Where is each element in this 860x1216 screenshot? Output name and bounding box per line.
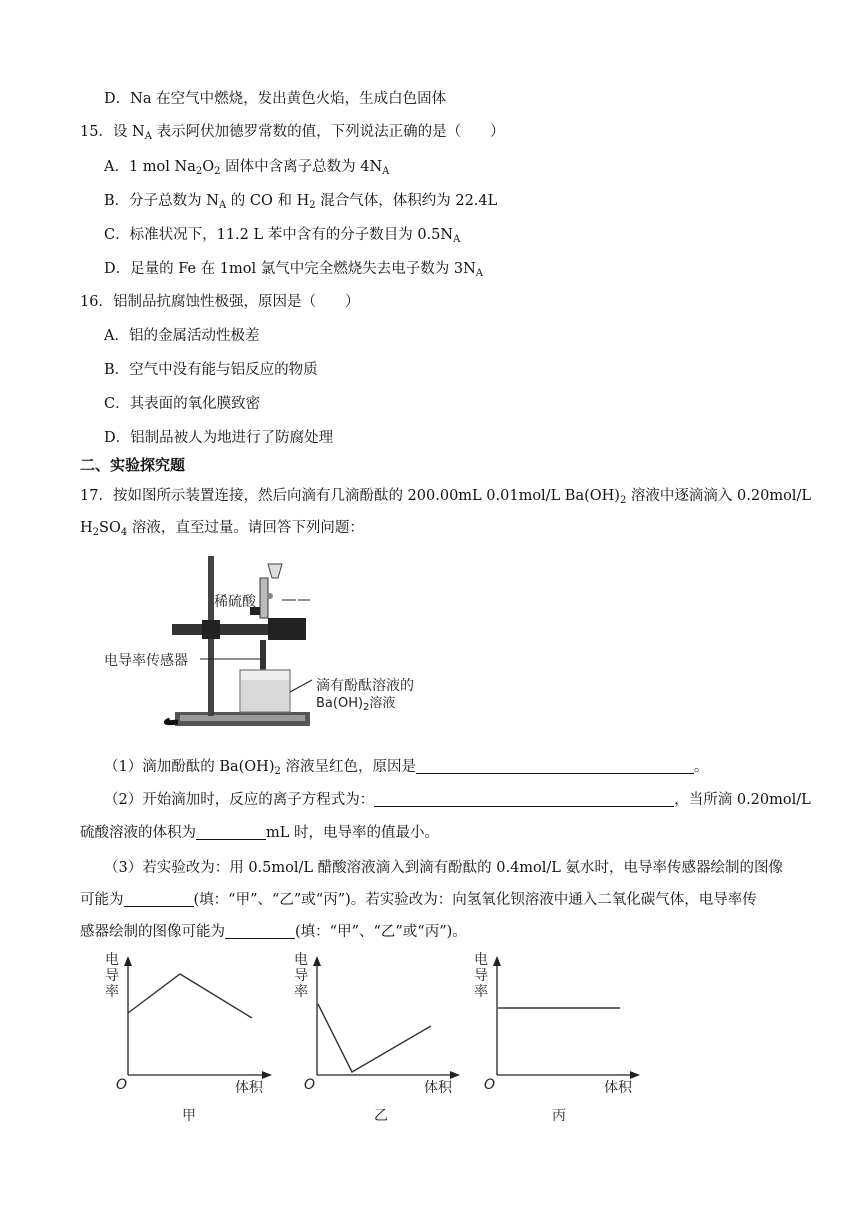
- graph-bing-origin: O: [484, 1077, 496, 1093]
- q15-option-d: D．足量的 Fe 在 1mol 氯气中完全燃烧失去电子数为 $3N_A$: [104, 261, 484, 279]
- answer-blank-2[interactable]: [374, 790, 674, 807]
- section-heading: 二、实验探究题: [80, 456, 186, 474]
- graph-jia-title: 甲: [182, 1108, 196, 1124]
- graph-jia-xlabel: 体积: [235, 1080, 263, 1096]
- graph-bing-plot: [470, 950, 650, 1090]
- q14-option-d: D．Na 在空气中燃烧，发出黄色火焰，生成白色固体: [104, 91, 447, 107]
- q17-part2-cont: 硫酸溶液的体积为 mL 时，电导率的值最小。: [80, 825, 439, 841]
- apparatus-figure: [100, 552, 440, 737]
- graph-jia-origin: O: [116, 1077, 128, 1093]
- q15-option-a: A．1 mol $Na_2O_2$ 固体中含离子总数为 $4N_A$: [104, 159, 390, 177]
- label-solution-line1: 滴有酚酞溶液的: [316, 678, 414, 694]
- q16-option-c: C．其表面的氧化膜致密: [104, 396, 261, 412]
- graph-yi-title: 乙: [374, 1108, 388, 1124]
- graph-jia-ylabel: 电导率: [105, 952, 119, 1000]
- graph-bing-xlabel: 体积: [604, 1080, 632, 1096]
- label-solution-line2: $Ba(OH)_2$溶液: [316, 696, 396, 713]
- graph-yi: [290, 950, 470, 1130]
- graph-jia: [100, 950, 280, 1130]
- answer-blank-1[interactable]: [416, 757, 694, 774]
- graph-yi-curve: [318, 1004, 431, 1072]
- graph-bing: [470, 950, 650, 1130]
- q15-stem: 15．设 $N_A$ 表示阿伏加德罗常数的值，下列说法正确的是（ ）: [80, 124, 505, 142]
- q17-part2: （2）开始滴加时，反应的离子方程式为： ，当所滴 0.20mol/L: [104, 792, 811, 808]
- q15-option-c: C．标准状况下，11.2 L 苯中含有的分子数目为 $0.5N_A$: [104, 227, 461, 245]
- q17-part3-line1: （3）若实验改为：用 0.5mol/L 醋酸溶液滴入到滴有酚酞的 0.4mol/L 氨水时，电导率传感器绘制的图像: [104, 860, 784, 876]
- q17-stem-line2: $H_2SO_4$ 溶液，直至过量。请回答下列问题：: [80, 520, 364, 538]
- label-dilute-sulfuric-acid: 稀硫酸: [214, 594, 256, 610]
- q16-option-d: D．铝制品被人为地进行了防腐处理: [104, 430, 334, 446]
- graph-bing-title: 丙: [552, 1108, 566, 1124]
- answer-blank-3[interactable]: [196, 823, 266, 840]
- q17-part1: （1）滴加酚酞的 $Ba(OH)_2$ 溶液呈红色，原因是 。: [104, 759, 709, 777]
- label-conductivity-sensor: 电导率传感器: [104, 653, 188, 669]
- graph-yi-origin: O: [304, 1077, 316, 1093]
- graph-yi-ylabel: 电导率: [294, 952, 308, 1000]
- burette: [260, 578, 268, 618]
- q17-stem-line1: 17．按如图所示装置连接，然后向滴有几滴酚酞的 200.00mL 0.01mol/L $Ba(OH)_2$ 溶液中逐滴滴入 0.20mol/L: [80, 488, 811, 506]
- q15-option-b: B．分子总数为 $N_A$ 的 CO 和 $H_2$ 混合气体，体积约为 22.4L: [104, 193, 498, 211]
- graph-yi-plot: [290, 950, 470, 1090]
- cable: [166, 720, 178, 723]
- q16-option-b: B．空气中没有能与铝反应的物质: [104, 362, 318, 378]
- q17-part3-line2: 可能为 (填：“甲”、“乙”或“丙”)。若实验改为：向氢氧化钡溶液中通入二氧化碳气体，电导率传: [80, 892, 757, 908]
- graph-jia-x-arrow: [262, 1071, 272, 1079]
- q17-part3-line3: 感器绘制的图像可能为 (填：“甲”、“乙”或“丙”)。: [80, 924, 467, 940]
- q16-option-a: A．铝的金属活动性极差: [104, 328, 260, 344]
- graph-yi-xlabel: 体积: [424, 1080, 452, 1096]
- q16-stem: 16．铝制品抗腐蚀性极强，原因是（ ）: [80, 294, 360, 310]
- graph-jia-curve: [128, 974, 252, 1018]
- answer-blank-5[interactable]: [225, 922, 295, 939]
- graph-jia-plot: [100, 950, 280, 1090]
- graph-bing-ylabel: 电导率: [474, 952, 488, 1000]
- answer-blank-4[interactable]: [124, 890, 194, 907]
